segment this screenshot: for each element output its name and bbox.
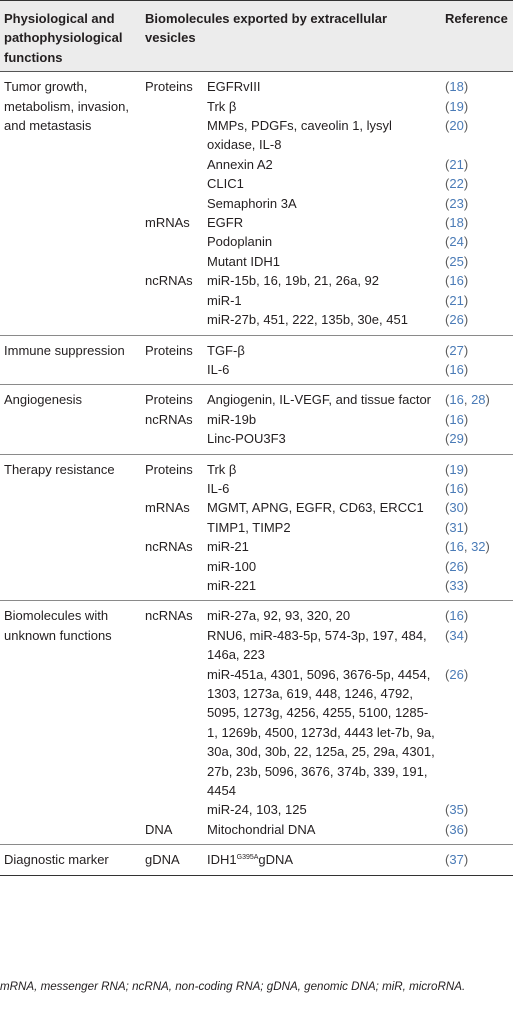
biomolecule-cell: Semaphorin 3A (207, 195, 297, 211)
biomolecule-cell: miR-221 (207, 577, 257, 593)
reference-link[interactable]: 19 (449, 98, 464, 114)
reference-link[interactable]: 32 (471, 539, 486, 555)
function-cell: Immune suppression (4, 342, 125, 358)
reference-link[interactable]: 26 (449, 312, 464, 328)
table-row (0, 335, 513, 360)
header-biomolecules: Biomolecules exported by extracellular vesicles (145, 1, 439, 72)
reference-cell: (37) (445, 852, 469, 868)
reference-link[interactable]: 24 (449, 234, 464, 250)
biomolecule-cell: CLIC1 (207, 176, 244, 192)
reference-link[interactable]: 16 (449, 411, 464, 427)
table-row (0, 385, 513, 410)
reference-cell: (18) (445, 215, 469, 231)
reference-link[interactable]: 30 (449, 500, 464, 516)
biomolecule-cell: miR-19b (207, 411, 257, 427)
reference-cell: (23) (445, 195, 469, 211)
reference-link[interactable]: 25 (449, 253, 464, 269)
header-reference: Reference (439, 1, 513, 72)
biomolecule-type-cell: Proteins (145, 392, 193, 408)
biomolecule-type-cell: Proteins (145, 342, 193, 358)
biomolecule-cell: miR-15b, 16, 19b, 21, 26a, 92 (207, 273, 380, 289)
reference-cell: (16) (445, 608, 469, 624)
function-cell: Biomolecules with unknown functions (4, 608, 112, 643)
reference-cell: (19) (445, 461, 469, 477)
biomolecule-cell: TGF-β (207, 342, 245, 358)
biomolecule-type-cell: mRNAs (145, 215, 190, 231)
reference-cell: (16) (445, 361, 469, 377)
biomolecule-text: IDH1 (207, 852, 237, 868)
reference-link[interactable]: 31 (449, 519, 464, 535)
table-row (0, 601, 513, 626)
reference-cell: (16) (445, 273, 469, 289)
reference-cell: (26) (445, 312, 469, 328)
reference-cell: (30) (445, 500, 469, 516)
biomolecule-cell: miR-27a, 92, 93, 320, 20 (207, 608, 351, 624)
biomolecule-cell: Angiogenin, IL-VEGF, and tissue factor (207, 392, 432, 408)
reference-cell: (16) (445, 480, 469, 496)
function-cell: Diagnostic marker (4, 852, 109, 868)
reference-link[interactable]: 16 (449, 392, 464, 408)
reference-link[interactable]: 33 (449, 577, 464, 593)
reference-link[interactable]: 26 (449, 666, 464, 682)
reference-cell: (26) (445, 666, 469, 682)
table-body (0, 72, 513, 875)
reference-link[interactable]: 16 (449, 608, 464, 624)
reference-link[interactable]: 23 (449, 195, 464, 211)
reference-link[interactable]: 22 (449, 176, 464, 192)
reference-cell: (35) (445, 802, 469, 818)
reference-cell: (24) (445, 234, 469, 250)
reference-cell: (29) (445, 431, 469, 447)
biomolecule-cell: miR-24, 103, 125 (207, 802, 307, 818)
biomolecule-cell: miR-1 (207, 292, 242, 308)
reference-cell: (25) (445, 253, 469, 269)
reference-cell: (21) (445, 292, 469, 308)
header-row (0, 1, 513, 72)
reference-link[interactable]: 16 (449, 539, 464, 555)
biomolecule-cell: EGFRvIII (207, 79, 261, 95)
biomolecule-cell: Trk β (207, 461, 237, 477)
table-row (0, 454, 513, 479)
reference-cell: (16, 32) (445, 539, 490, 555)
biomolecule-cell (207, 845, 439, 875)
biomolecule-type-cell: mRNAs (145, 500, 190, 516)
reference-cell: (34) (445, 627, 469, 643)
reference-cell: (18) (445, 79, 469, 95)
function-cell: Tumor growth, metabolism, invasion, and metastasis (4, 79, 129, 134)
reference-cell: (22) (445, 176, 469, 192)
biomolecule-type-cell: Proteins (145, 79, 193, 95)
biomolecule-type-cell: ncRNAs (145, 608, 193, 624)
biomolecule-cell: miR-451a, 4301, 5096, 3676-5p, 4454, 1303, 1273a, 619, 448, 1246, 4792, 5095, 1273g, 4256, 4255, 5100, 1285-1, 1269b, 4500, 1273d, 4443 let-7b, 9a, 30a, 30d, 30b, 22, 125a, 25, 29a, 4301, 27b, 23b, 5096, 3676, 374b, 339, 191, 4454 (207, 666, 435, 799)
function-cell: Angiogenesis (4, 392, 83, 408)
biomolecule-cell: IL-6 (207, 480, 230, 496)
biomolecule-cell: Annexin A2 (207, 156, 273, 172)
header-functions: Physiological and pathophysiological functions (0, 1, 145, 72)
reference-cell: (27) (445, 342, 469, 358)
biomolecule-cell: RNU6, miR-483-5p, 574-3p, 197, 484, 146a, 223 (207, 627, 427, 663)
biomolecule-type-cell: Proteins (145, 461, 193, 477)
reference-cell: (21) (445, 156, 469, 172)
biomolecule-cell: EGFR (207, 215, 244, 231)
reference-link[interactable]: 16 (449, 361, 464, 377)
biomolecule-cell: Mutant IDH1 (207, 253, 280, 269)
reference-link[interactable]: 21 (449, 292, 464, 308)
reference-cell: (33) (445, 577, 469, 593)
reference-cell: (26) (445, 558, 469, 574)
reference-cell: (31) (445, 519, 469, 535)
table-row (0, 72, 513, 97)
biomolecule-type-cell: ncRNAs (145, 411, 193, 427)
reference-link[interactable]: 36 (449, 821, 464, 837)
reference-link[interactable]: 19 (449, 461, 464, 477)
biomolecule-suffix: gDNA (258, 852, 294, 868)
reference-cell: (20) (445, 118, 469, 134)
reference-link[interactable]: 29 (449, 431, 464, 447)
biomolecule-cell: Podoplanin (207, 234, 273, 250)
biomolecule-cell: Mitochondrial DNA (207, 821, 316, 837)
table-header (0, 1, 513, 72)
biomolecule-type-cell: ncRNAs (145, 539, 193, 555)
reference-link[interactable]: 37 (449, 852, 464, 868)
biomolecule-cell: TIMP1, TIMP2 (207, 519, 291, 535)
biomolecule-cell: miR-21 (207, 539, 249, 555)
reference-link[interactable]: 35 (449, 802, 464, 818)
biomolecule-type-cell: DNA (145, 821, 173, 837)
reference-cell: (19) (445, 98, 469, 114)
biomolecule-cell: Linc-POU3F3 (207, 431, 286, 447)
biomolecule-type-cell: gDNA (145, 852, 180, 868)
biomolecule-cell: MMPs, PDGFs, caveolin 1, lysyl oxidase, IL-8 (207, 118, 392, 153)
reference-link[interactable]: 18 (449, 79, 464, 95)
reference-cell: (16) (445, 411, 469, 427)
reference-link[interactable]: 27 (449, 342, 464, 358)
reference-link[interactable]: 21 (449, 156, 464, 172)
reference-link[interactable]: 16 (449, 273, 464, 289)
biomolecule-cell: miR-100 (207, 558, 257, 574)
reference-cell: (16, 28) (445, 392, 490, 408)
biomolecule-cell: IL-6 (207, 361, 230, 377)
reference-link[interactable]: 34 (449, 627, 464, 643)
reference-link[interactable]: 16 (449, 480, 464, 496)
biomolecule-superscript: G395A (236, 854, 259, 862)
biomolecule-cell: miR-27b, 451, 222, 135b, 30e, 451 (207, 312, 408, 328)
reference-link[interactable]: 26 (449, 558, 464, 574)
biomolecule-type-cell: ncRNAs (145, 273, 193, 289)
biomolecule-cell: Trk β (207, 98, 237, 114)
table-row (0, 845, 513, 875)
function-cell: Therapy resistance (4, 461, 115, 477)
table-footnote: mRNA, messenger RNA; ncRNA, non-coding RNA; gDNA, genomic DNA; miR, microRNA. (0, 980, 466, 993)
reference-link[interactable]: 18 (449, 215, 464, 231)
reference-link[interactable]: 20 (449, 118, 464, 134)
biomolecule-cell: MGMT, APNG, EGFR, CD63, ERCC1 (207, 500, 424, 516)
reference-cell: (36) (445, 821, 469, 837)
reference-link[interactable]: 28 (471, 392, 486, 408)
